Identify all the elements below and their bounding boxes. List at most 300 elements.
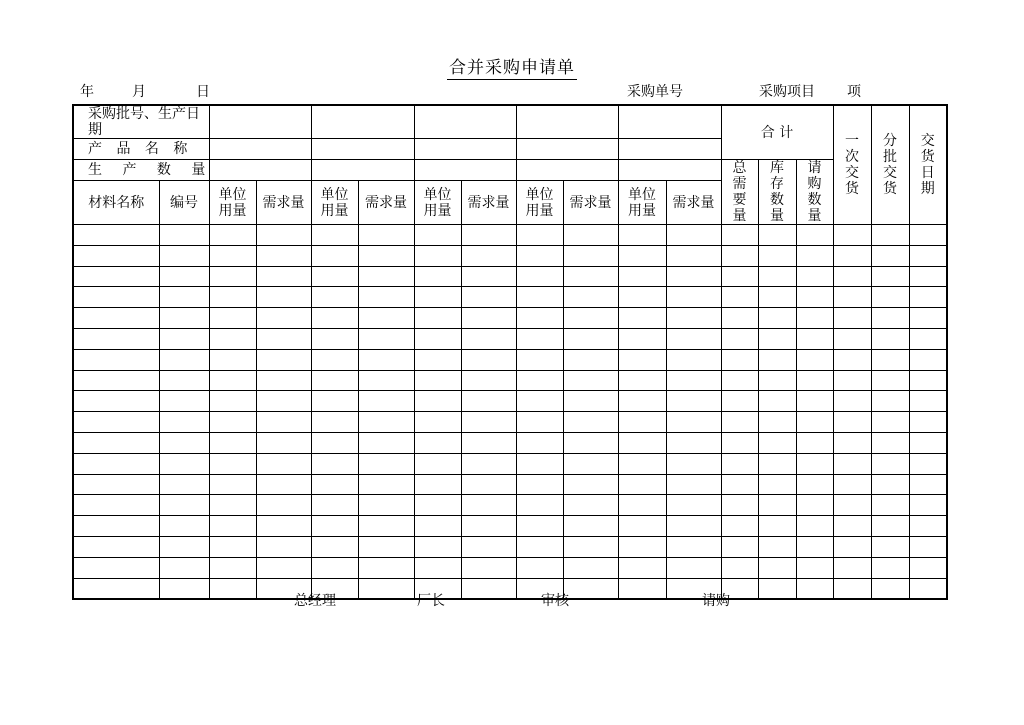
- cell[interactable]: [909, 349, 947, 370]
- cell[interactable]: [209, 160, 311, 181]
- cell[interactable]: [358, 245, 414, 266]
- cell[interactable]: [758, 536, 796, 557]
- cell[interactable]: [721, 453, 758, 474]
- cell[interactable]: [758, 266, 796, 287]
- cell[interactable]: [414, 391, 461, 412]
- cell[interactable]: [73, 328, 159, 349]
- cell[interactable]: [461, 578, 516, 599]
- cell[interactable]: [461, 474, 516, 495]
- cell[interactable]: [516, 266, 563, 287]
- cell[interactable]: [758, 328, 796, 349]
- cell[interactable]: [909, 495, 947, 516]
- cell[interactable]: [721, 308, 758, 329]
- cell[interactable]: [311, 308, 358, 329]
- cell[interactable]: [909, 453, 947, 474]
- cell[interactable]: [909, 370, 947, 391]
- cell[interactable]: [358, 328, 414, 349]
- cell[interactable]: [563, 557, 618, 578]
- cell[interactable]: [563, 536, 618, 557]
- cell[interactable]: [618, 287, 666, 308]
- cell[interactable]: [414, 432, 461, 453]
- cell[interactable]: [256, 287, 311, 308]
- cell[interactable]: [833, 308, 871, 329]
- cell[interactable]: [758, 370, 796, 391]
- cell[interactable]: [758, 245, 796, 266]
- cell[interactable]: [618, 308, 666, 329]
- cell[interactable]: [358, 557, 414, 578]
- cell[interactable]: [758, 453, 796, 474]
- cell[interactable]: [311, 139, 414, 160]
- cell[interactable]: [871, 453, 909, 474]
- cell[interactable]: [209, 432, 256, 453]
- cell[interactable]: [159, 557, 209, 578]
- cell[interactable]: [73, 349, 159, 370]
- cell[interactable]: [618, 139, 721, 160]
- cell[interactable]: [311, 516, 358, 537]
- cell[interactable]: [666, 557, 721, 578]
- cell[interactable]: [618, 225, 666, 246]
- cell[interactable]: [358, 349, 414, 370]
- cell[interactable]: [414, 245, 461, 266]
- cell[interactable]: [563, 225, 618, 246]
- cell[interactable]: [618, 495, 666, 516]
- cell[interactable]: [871, 391, 909, 412]
- cell[interactable]: [563, 349, 618, 370]
- cell[interactable]: [461, 328, 516, 349]
- cell[interactable]: [516, 557, 563, 578]
- cell[interactable]: [618, 160, 721, 181]
- cell[interactable]: [909, 432, 947, 453]
- cell[interactable]: [73, 578, 159, 599]
- cell[interactable]: [721, 328, 758, 349]
- cell[interactable]: [209, 453, 256, 474]
- cell[interactable]: [311, 557, 358, 578]
- cell[interactable]: [563, 474, 618, 495]
- cell[interactable]: [618, 578, 666, 599]
- cell[interactable]: [311, 474, 358, 495]
- cell[interactable]: [796, 349, 833, 370]
- cell[interactable]: [618, 474, 666, 495]
- cell[interactable]: [909, 245, 947, 266]
- cell[interactable]: [209, 370, 256, 391]
- cell[interactable]: [516, 432, 563, 453]
- cell[interactable]: [909, 516, 947, 537]
- cell[interactable]: [159, 287, 209, 308]
- cell[interactable]: [833, 245, 871, 266]
- cell[interactable]: [618, 536, 666, 557]
- cell[interactable]: [159, 412, 209, 433]
- cell[interactable]: [666, 453, 721, 474]
- cell[interactable]: [758, 349, 796, 370]
- cell[interactable]: [833, 495, 871, 516]
- cell[interactable]: [414, 474, 461, 495]
- cell[interactable]: [358, 225, 414, 246]
- cell[interactable]: [563, 308, 618, 329]
- cell[interactable]: [414, 287, 461, 308]
- cell[interactable]: [209, 328, 256, 349]
- cell[interactable]: [721, 412, 758, 433]
- cell[interactable]: [209, 474, 256, 495]
- cell[interactable]: [721, 370, 758, 391]
- cell[interactable]: [209, 536, 256, 557]
- cell[interactable]: [461, 432, 516, 453]
- cell[interactable]: [721, 245, 758, 266]
- cell[interactable]: [909, 474, 947, 495]
- cell[interactable]: [721, 474, 758, 495]
- cell[interactable]: [516, 328, 563, 349]
- cell[interactable]: [358, 516, 414, 537]
- cell[interactable]: [311, 349, 358, 370]
- cell[interactable]: [358, 370, 414, 391]
- cell[interactable]: [311, 370, 358, 391]
- cell[interactable]: [516, 225, 563, 246]
- cell[interactable]: [666, 308, 721, 329]
- cell[interactable]: [159, 308, 209, 329]
- cell[interactable]: [871, 578, 909, 599]
- cell[interactable]: [414, 105, 516, 139]
- cell[interactable]: [73, 391, 159, 412]
- cell[interactable]: [256, 328, 311, 349]
- cell[interactable]: [909, 557, 947, 578]
- cell[interactable]: [209, 266, 256, 287]
- cell[interactable]: [516, 287, 563, 308]
- cell[interactable]: [461, 225, 516, 246]
- cell[interactable]: [796, 474, 833, 495]
- cell[interactable]: [666, 536, 721, 557]
- cell[interactable]: [414, 349, 461, 370]
- cell[interactable]: [414, 308, 461, 329]
- cell[interactable]: [414, 328, 461, 349]
- cell[interactable]: [311, 105, 414, 139]
- cell[interactable]: [209, 349, 256, 370]
- cell[interactable]: [618, 412, 666, 433]
- cell[interactable]: [563, 328, 618, 349]
- cell[interactable]: [618, 105, 721, 139]
- cell[interactable]: [871, 328, 909, 349]
- cell[interactable]: [414, 516, 461, 537]
- cell[interactable]: [311, 453, 358, 474]
- cell[interactable]: [833, 453, 871, 474]
- cell[interactable]: [209, 287, 256, 308]
- cell[interactable]: [461, 245, 516, 266]
- cell[interactable]: [516, 349, 563, 370]
- cell[interactable]: [73, 266, 159, 287]
- cell[interactable]: [73, 557, 159, 578]
- cell[interactable]: [666, 495, 721, 516]
- cell[interactable]: [311, 245, 358, 266]
- cell[interactable]: [758, 287, 796, 308]
- cell[interactable]: [758, 432, 796, 453]
- cell[interactable]: [256, 245, 311, 266]
- cell[interactable]: [796, 453, 833, 474]
- cell[interactable]: [159, 245, 209, 266]
- cell[interactable]: [516, 391, 563, 412]
- cell[interactable]: [871, 287, 909, 308]
- cell[interactable]: [516, 495, 563, 516]
- cell[interactable]: [256, 516, 311, 537]
- cell[interactable]: [796, 432, 833, 453]
- cell[interactable]: [721, 557, 758, 578]
- cell[interactable]: [871, 557, 909, 578]
- cell[interactable]: [833, 516, 871, 537]
- cell[interactable]: [618, 328, 666, 349]
- cell[interactable]: [358, 495, 414, 516]
- cell[interactable]: [833, 266, 871, 287]
- cell[interactable]: [796, 287, 833, 308]
- cell[interactable]: [311, 495, 358, 516]
- cell[interactable]: [796, 391, 833, 412]
- cell[interactable]: [909, 287, 947, 308]
- cell[interactable]: [909, 308, 947, 329]
- cell[interactable]: [796, 412, 833, 433]
- cell[interactable]: [666, 287, 721, 308]
- cell[interactable]: [563, 578, 618, 599]
- cell[interactable]: [358, 432, 414, 453]
- cell[interactable]: [73, 225, 159, 246]
- cell[interactable]: [796, 557, 833, 578]
- cell[interactable]: [414, 370, 461, 391]
- cell[interactable]: [516, 516, 563, 537]
- cell[interactable]: [256, 391, 311, 412]
- cell[interactable]: [833, 287, 871, 308]
- cell[interactable]: [666, 328, 721, 349]
- cell[interactable]: [618, 516, 666, 537]
- cell[interactable]: [796, 516, 833, 537]
- cell[interactable]: [159, 578, 209, 599]
- cell[interactable]: [516, 536, 563, 557]
- cell[interactable]: [159, 474, 209, 495]
- cell[interactable]: [256, 432, 311, 453]
- cell[interactable]: [358, 308, 414, 329]
- cell[interactable]: [311, 412, 358, 433]
- cell[interactable]: [871, 370, 909, 391]
- cell[interactable]: [618, 391, 666, 412]
- cell[interactable]: [461, 391, 516, 412]
- cell[interactable]: [209, 495, 256, 516]
- cell[interactable]: [909, 412, 947, 433]
- cell[interactable]: [256, 453, 311, 474]
- cell[interactable]: [618, 453, 666, 474]
- cell[interactable]: [414, 160, 516, 181]
- cell[interactable]: [666, 432, 721, 453]
- cell[interactable]: [871, 266, 909, 287]
- cell[interactable]: [311, 266, 358, 287]
- cell[interactable]: [516, 245, 563, 266]
- cell[interactable]: [311, 160, 414, 181]
- cell[interactable]: [516, 474, 563, 495]
- cell[interactable]: [563, 495, 618, 516]
- cell[interactable]: [209, 516, 256, 537]
- cell[interactable]: [159, 225, 209, 246]
- cell[interactable]: [73, 370, 159, 391]
- cell[interactable]: [461, 287, 516, 308]
- cell[interactable]: [758, 495, 796, 516]
- cell[interactable]: [833, 412, 871, 433]
- cell[interactable]: [563, 391, 618, 412]
- cell[interactable]: [618, 349, 666, 370]
- cell[interactable]: [209, 557, 256, 578]
- cell[interactable]: [461, 266, 516, 287]
- cell[interactable]: [833, 391, 871, 412]
- cell[interactable]: [909, 578, 947, 599]
- cell[interactable]: [159, 391, 209, 412]
- cell[interactable]: [618, 370, 666, 391]
- cell[interactable]: [666, 370, 721, 391]
- cell[interactable]: [358, 453, 414, 474]
- cell[interactable]: [414, 453, 461, 474]
- cell[interactable]: [414, 225, 461, 246]
- cell[interactable]: [358, 287, 414, 308]
- cell[interactable]: [73, 412, 159, 433]
- cell[interactable]: [159, 453, 209, 474]
- cell[interactable]: [358, 474, 414, 495]
- cell[interactable]: [563, 245, 618, 266]
- cell[interactable]: [871, 412, 909, 433]
- cell[interactable]: [666, 266, 721, 287]
- cell[interactable]: [666, 474, 721, 495]
- cell[interactable]: [73, 536, 159, 557]
- cell[interactable]: [461, 557, 516, 578]
- cell[interactable]: [666, 391, 721, 412]
- cell[interactable]: [833, 349, 871, 370]
- cell[interactable]: [311, 287, 358, 308]
- cell[interactable]: [311, 328, 358, 349]
- cell[interactable]: [721, 536, 758, 557]
- cell[interactable]: [833, 370, 871, 391]
- cell[interactable]: [311, 536, 358, 557]
- cell[interactable]: [256, 536, 311, 557]
- cell[interactable]: [618, 557, 666, 578]
- cell[interactable]: [833, 474, 871, 495]
- cell[interactable]: [311, 432, 358, 453]
- cell[interactable]: [73, 495, 159, 516]
- cell[interactable]: [358, 391, 414, 412]
- cell[interactable]: [461, 516, 516, 537]
- cell[interactable]: [721, 391, 758, 412]
- cell[interactable]: [516, 412, 563, 433]
- cell[interactable]: [209, 245, 256, 266]
- cell[interactable]: [666, 225, 721, 246]
- cell[interactable]: [833, 432, 871, 453]
- cell[interactable]: [618, 266, 666, 287]
- cell[interactable]: [563, 453, 618, 474]
- cell[interactable]: [209, 412, 256, 433]
- cell[interactable]: [73, 453, 159, 474]
- cell[interactable]: [73, 432, 159, 453]
- cell[interactable]: [414, 139, 516, 160]
- cell[interactable]: [796, 495, 833, 516]
- cell[interactable]: [666, 245, 721, 266]
- cell[interactable]: [159, 349, 209, 370]
- cell[interactable]: [721, 516, 758, 537]
- cell[interactable]: [871, 536, 909, 557]
- cell[interactable]: [909, 225, 947, 246]
- cell[interactable]: [414, 412, 461, 433]
- cell[interactable]: [516, 370, 563, 391]
- cell[interactable]: [209, 139, 311, 160]
- cell[interactable]: [516, 160, 618, 181]
- cell[interactable]: [209, 308, 256, 329]
- cell[interactable]: [833, 557, 871, 578]
- cell[interactable]: [871, 495, 909, 516]
- cell[interactable]: [209, 578, 256, 599]
- cell[interactable]: [563, 287, 618, 308]
- cell[interactable]: [563, 266, 618, 287]
- cell[interactable]: [909, 536, 947, 557]
- cell[interactable]: [73, 474, 159, 495]
- cell[interactable]: [796, 225, 833, 246]
- cell[interactable]: [871, 474, 909, 495]
- cell[interactable]: [563, 370, 618, 391]
- cell[interactable]: [833, 578, 871, 599]
- cell[interactable]: [159, 495, 209, 516]
- cell[interactable]: [721, 349, 758, 370]
- cell[interactable]: [796, 245, 833, 266]
- cell[interactable]: [516, 308, 563, 329]
- cell[interactable]: [796, 370, 833, 391]
- cell[interactable]: [796, 266, 833, 287]
- cell[interactable]: [209, 391, 256, 412]
- cell[interactable]: [414, 536, 461, 557]
- cell[interactable]: [461, 308, 516, 329]
- cell[interactable]: [358, 536, 414, 557]
- cell[interactable]: [73, 245, 159, 266]
- cell[interactable]: [618, 245, 666, 266]
- cell[interactable]: [311, 391, 358, 412]
- cell[interactable]: [796, 578, 833, 599]
- cell[interactable]: [516, 453, 563, 474]
- cell[interactable]: [461, 536, 516, 557]
- cell[interactable]: [256, 349, 311, 370]
- cell[interactable]: [563, 412, 618, 433]
- cell[interactable]: [796, 308, 833, 329]
- cell[interactable]: [159, 370, 209, 391]
- cell[interactable]: [833, 328, 871, 349]
- cell[interactable]: [666, 349, 721, 370]
- cell[interactable]: [758, 516, 796, 537]
- cell[interactable]: [256, 266, 311, 287]
- cell[interactable]: [871, 349, 909, 370]
- cell[interactable]: [871, 516, 909, 537]
- cell[interactable]: [159, 516, 209, 537]
- cell[interactable]: [461, 495, 516, 516]
- cell[interactable]: [721, 287, 758, 308]
- cell[interactable]: [414, 557, 461, 578]
- cell[interactable]: [758, 225, 796, 246]
- cell[interactable]: [833, 536, 871, 557]
- cell[interactable]: [461, 370, 516, 391]
- cell[interactable]: [358, 266, 414, 287]
- cell[interactable]: [256, 474, 311, 495]
- cell[interactable]: [758, 474, 796, 495]
- cell[interactable]: [358, 412, 414, 433]
- cell[interactable]: [256, 370, 311, 391]
- cell[interactable]: [666, 516, 721, 537]
- cell[interactable]: [758, 391, 796, 412]
- cell[interactable]: [256, 308, 311, 329]
- cell[interactable]: [358, 578, 414, 599]
- cell[interactable]: [461, 349, 516, 370]
- cell[interactable]: [159, 266, 209, 287]
- cell[interactable]: [758, 412, 796, 433]
- cell[interactable]: [159, 328, 209, 349]
- cell[interactable]: [73, 516, 159, 537]
- cell[interactable]: [758, 308, 796, 329]
- cell[interactable]: [758, 557, 796, 578]
- cell[interactable]: [73, 308, 159, 329]
- cell[interactable]: [871, 308, 909, 329]
- cell[interactable]: [256, 412, 311, 433]
